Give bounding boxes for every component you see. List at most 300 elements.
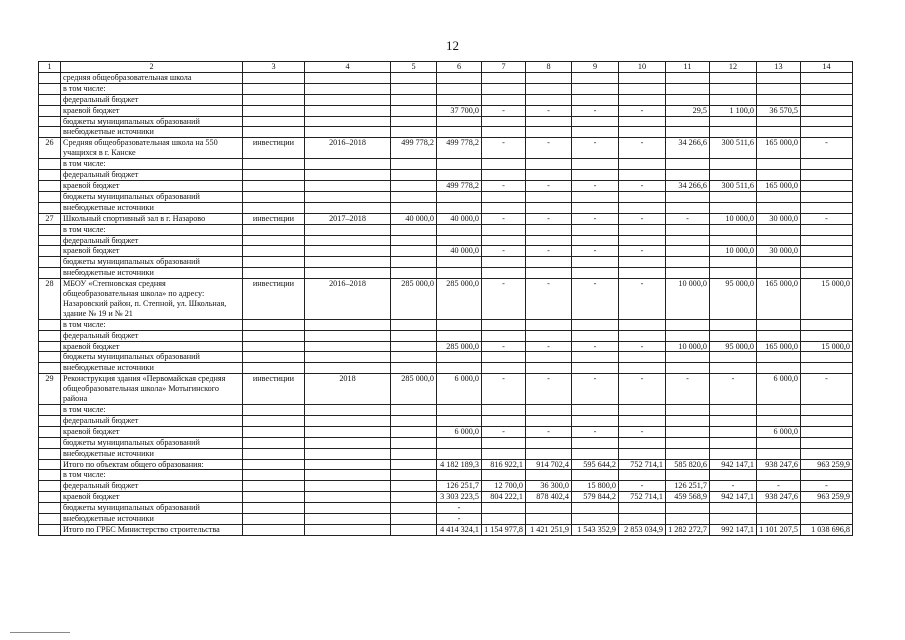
row-number: [39, 191, 61, 202]
amount-cell: -: [619, 481, 666, 492]
table-row: [39, 330, 853, 341]
column-number: 6: [437, 62, 482, 73]
amount-cell: [619, 363, 666, 374]
amount-cell: 10 000,0: [666, 279, 710, 320]
period: [305, 524, 391, 535]
amount-cell: [710, 405, 757, 416]
footer-rule: [10, 632, 70, 633]
column-number: 11: [666, 62, 710, 73]
amount-cell: 126 251,7: [437, 481, 482, 492]
amount-cell: 29,5: [666, 105, 710, 116]
row-number: [39, 481, 61, 492]
table-row: [39, 159, 853, 170]
amount-cell: [619, 514, 666, 525]
amount-cell: [801, 319, 853, 330]
amount-cell: [391, 319, 437, 330]
row-number: [39, 83, 61, 94]
period: [305, 246, 391, 257]
period: [305, 224, 391, 235]
amount-cell: [619, 83, 666, 94]
item-name: краевой бюджет: [61, 180, 243, 191]
amount-cell: [572, 363, 619, 374]
amount-cell: [482, 94, 526, 105]
amount-cell: -: [619, 426, 666, 437]
amount-cell: 36 300,0: [526, 481, 572, 492]
item-name: в том числе:: [61, 83, 243, 94]
amount-cell: -: [572, 279, 619, 320]
row-number: [39, 268, 61, 279]
amount-cell: [572, 470, 619, 481]
amount-cell: [572, 127, 619, 138]
amount-cell: 300 511,6: [710, 138, 757, 159]
amount-cell: [710, 426, 757, 437]
row-number: [39, 524, 61, 535]
amount-cell: [526, 191, 572, 202]
row-number: [39, 492, 61, 503]
row-number: [39, 330, 61, 341]
amount-cell: [801, 330, 853, 341]
amount-cell: [757, 83, 801, 94]
cost-type: [243, 415, 305, 426]
amount-cell: 499 778,2: [437, 180, 482, 191]
object-row: [39, 279, 853, 320]
amount-cell: 37 700,0: [437, 105, 482, 116]
amount-cell: [710, 470, 757, 481]
amount-cell: -: [482, 213, 526, 224]
period: [305, 235, 391, 246]
amount-cell: [391, 524, 437, 535]
table-row: [39, 94, 853, 105]
amount-cell: [757, 352, 801, 363]
table-row: [39, 224, 853, 235]
amount-cell: [391, 127, 437, 138]
row-number: [39, 224, 61, 235]
amount-cell: 752 714,1: [619, 492, 666, 503]
amount-cell: [801, 352, 853, 363]
amount-cell: [801, 180, 853, 191]
amount-cell: [437, 235, 482, 246]
item-name: Итого по ГРБС Министерство строительства: [61, 524, 243, 535]
amount-cell: 499 778,2: [391, 138, 437, 159]
item-name: в том числе:: [61, 159, 243, 170]
table-row: [39, 363, 853, 374]
period: [305, 459, 391, 470]
item-name: внебюджетные источники: [61, 202, 243, 213]
cost-type: [243, 224, 305, 235]
amount-cell: [391, 257, 437, 268]
row-number: [39, 459, 61, 470]
object-row: [39, 138, 853, 159]
item-name: внебюджетные источники: [61, 127, 243, 138]
amount-cell: [391, 503, 437, 514]
row-number: 27: [39, 213, 61, 224]
amount-cell: [710, 415, 757, 426]
item-name: внебюджетные источники: [61, 448, 243, 459]
row-number: [39, 341, 61, 352]
amount-cell: [482, 202, 526, 213]
amount-cell: 165 000,0: [757, 341, 801, 352]
item-name: бюджеты муниципальных образований: [61, 257, 243, 268]
amount-cell: [619, 224, 666, 235]
amount-cell: [391, 246, 437, 257]
amount-cell: [619, 437, 666, 448]
amount-cell: [391, 235, 437, 246]
amount-cell: 938 247,6: [757, 492, 801, 503]
amount-cell: [757, 191, 801, 202]
item-name: краевой бюджет: [61, 492, 243, 503]
amount-cell: -: [482, 279, 526, 320]
amount-cell: [801, 105, 853, 116]
amount-cell: [619, 116, 666, 127]
amount-cell: [619, 448, 666, 459]
amount-cell: [619, 72, 666, 83]
table-row: [39, 202, 853, 213]
row-number: [39, 448, 61, 459]
amount-cell: -: [482, 246, 526, 257]
amount-cell: 40 000,0: [437, 213, 482, 224]
amount-cell: [482, 72, 526, 83]
amount-cell: [526, 202, 572, 213]
cost-type: [243, 363, 305, 374]
amount-cell: [391, 415, 437, 426]
amount-cell: [482, 116, 526, 127]
cost-type: [243, 437, 305, 448]
amount-cell: [710, 319, 757, 330]
amount-cell: [619, 127, 666, 138]
cost-type: [243, 116, 305, 127]
column-number: 5: [391, 62, 437, 73]
amount-cell: [801, 470, 853, 481]
amount-cell: -: [526, 138, 572, 159]
amount-cell: 1 100,0: [710, 105, 757, 116]
column-number: 7: [482, 62, 526, 73]
row-number: 26: [39, 138, 61, 159]
table-row: [39, 437, 853, 448]
table-row: [39, 415, 853, 426]
period: [305, 448, 391, 459]
amount-cell: -: [710, 481, 757, 492]
amount-cell: 285 000,0: [391, 279, 437, 320]
amount-cell: [437, 405, 482, 416]
amount-cell: [666, 448, 710, 459]
amount-cell: [482, 191, 526, 202]
amount-cell: -: [526, 374, 572, 405]
amount-cell: [801, 437, 853, 448]
column-number: 8: [526, 62, 572, 73]
table-row: [39, 448, 853, 459]
period: [305, 180, 391, 191]
item-name: внебюджетные источники: [61, 514, 243, 525]
amount-cell: [391, 514, 437, 525]
amount-cell: [710, 83, 757, 94]
amount-cell: [666, 235, 710, 246]
cost-type: [243, 83, 305, 94]
column-number: 3: [243, 62, 305, 73]
amount-cell: [666, 503, 710, 514]
cost-type: [243, 470, 305, 481]
amount-cell: [619, 191, 666, 202]
amount-cell: 30 000,0: [757, 246, 801, 257]
amount-cell: [666, 415, 710, 426]
amount-cell: 938 247,6: [757, 459, 801, 470]
amount-cell: [710, 330, 757, 341]
period: [305, 127, 391, 138]
table-row: [39, 257, 853, 268]
amount-cell: [391, 94, 437, 105]
amount-cell: -: [482, 374, 526, 405]
amount-cell: 34 266,6: [666, 138, 710, 159]
row-number: [39, 437, 61, 448]
amount-cell: [482, 363, 526, 374]
amount-cell: [391, 202, 437, 213]
amount-cell: [757, 235, 801, 246]
cost-type: [243, 94, 305, 105]
period: [305, 514, 391, 525]
amount-cell: [572, 514, 619, 525]
amount-cell: [391, 363, 437, 374]
table-row: [39, 191, 853, 202]
row-number: [39, 105, 61, 116]
amount-cell: [572, 330, 619, 341]
amount-cell: [710, 503, 757, 514]
amount-cell: [710, 257, 757, 268]
amount-cell: [437, 170, 482, 181]
amount-cell: [757, 470, 801, 481]
cost-type: [243, 341, 305, 352]
amount-cell: [526, 94, 572, 105]
amount-cell: 95 000,0: [710, 279, 757, 320]
amount-cell: [710, 94, 757, 105]
amount-cell: -: [572, 213, 619, 224]
amount-cell: [391, 470, 437, 481]
cost-type: [243, 426, 305, 437]
row-number: [39, 503, 61, 514]
column-number: 10: [619, 62, 666, 73]
amount-cell: [757, 94, 801, 105]
amount-cell: [710, 127, 757, 138]
item-name: Итого по объектам общего образования:: [61, 459, 243, 470]
cost-type: [243, 235, 305, 246]
amount-cell: [757, 330, 801, 341]
period: [305, 202, 391, 213]
amount-cell: [710, 437, 757, 448]
amount-cell: -: [572, 180, 619, 191]
amount-cell: [526, 319, 572, 330]
amount-cell: -: [437, 503, 482, 514]
amount-cell: -: [666, 374, 710, 405]
amount-cell: [801, 202, 853, 213]
amount-cell: [666, 127, 710, 138]
amount-cell: 4 414 324,1: [437, 524, 482, 535]
item-name: краевой бюджет: [61, 426, 243, 437]
amount-cell: [710, 224, 757, 235]
amount-cell: [619, 470, 666, 481]
amount-cell: 585 820,6: [666, 459, 710, 470]
table-row: [39, 405, 853, 416]
row-number: [39, 257, 61, 268]
amount-cell: [757, 116, 801, 127]
amount-cell: [482, 448, 526, 459]
item-name: Средняя общеобразовательная школа на 550 учащихся в г. Канске: [61, 138, 243, 159]
amount-cell: [572, 503, 619, 514]
amount-cell: -: [619, 105, 666, 116]
amount-cell: [757, 363, 801, 374]
amount-cell: [526, 352, 572, 363]
amount-cell: [482, 319, 526, 330]
amount-cell: [437, 257, 482, 268]
table-row: [39, 170, 853, 181]
amount-cell: -: [437, 514, 482, 525]
amount-cell: [391, 426, 437, 437]
table-row: [39, 319, 853, 330]
amount-cell: [437, 470, 482, 481]
amount-cell: [666, 426, 710, 437]
amount-cell: [710, 352, 757, 363]
amount-cell: [801, 127, 853, 138]
amount-cell: [710, 170, 757, 181]
row-number: 29: [39, 374, 61, 405]
amount-cell: -: [572, 105, 619, 116]
amount-cell: 804 222,1: [482, 492, 526, 503]
row-number: [39, 159, 61, 170]
amount-cell: 942 147,1: [710, 492, 757, 503]
row-number: [39, 116, 61, 127]
amount-cell: [526, 405, 572, 416]
cost-type: инвестиции: [243, 279, 305, 320]
amount-cell: -: [482, 138, 526, 159]
amount-cell: [437, 330, 482, 341]
amount-cell: [482, 224, 526, 235]
amount-cell: [526, 127, 572, 138]
amount-cell: 34 266,6: [666, 180, 710, 191]
cost-type: [243, 352, 305, 363]
amount-cell: [619, 268, 666, 279]
amount-cell: [482, 159, 526, 170]
amount-cell: [710, 268, 757, 279]
amount-cell: [619, 257, 666, 268]
amount-cell: [391, 191, 437, 202]
period: [305, 116, 391, 127]
amount-cell: [801, 116, 853, 127]
amount-cell: [437, 415, 482, 426]
amount-cell: 942 147,1: [710, 459, 757, 470]
amount-cell: 752 714,1: [619, 459, 666, 470]
amount-cell: 285 000,0: [437, 279, 482, 320]
item-name: федеральный бюджет: [61, 170, 243, 181]
amount-cell: 36 570,5: [757, 105, 801, 116]
amount-cell: [801, 405, 853, 416]
amount-cell: [757, 202, 801, 213]
amount-cell: -: [801, 374, 853, 405]
amount-cell: [572, 319, 619, 330]
amount-cell: 165 000,0: [757, 180, 801, 191]
amount-cell: [666, 437, 710, 448]
amount-cell: -: [572, 426, 619, 437]
amount-cell: [437, 127, 482, 138]
table-row: [39, 235, 853, 246]
amount-cell: [710, 202, 757, 213]
amount-cell: [619, 503, 666, 514]
amount-cell: [391, 268, 437, 279]
cost-type: [243, 405, 305, 416]
item-name: краевой бюджет: [61, 105, 243, 116]
cost-type: [243, 448, 305, 459]
table-row: [39, 503, 853, 514]
amount-cell: [391, 405, 437, 416]
amount-cell: [757, 224, 801, 235]
item-name: краевой бюджет: [61, 246, 243, 257]
amount-cell: [526, 330, 572, 341]
amount-cell: [619, 170, 666, 181]
amount-cell: [482, 437, 526, 448]
amount-cell: 1 543 352,9: [572, 524, 619, 535]
table-row: [39, 352, 853, 363]
amount-cell: [801, 191, 853, 202]
amount-cell: [572, 415, 619, 426]
amount-cell: [526, 235, 572, 246]
amount-cell: 963 259,9: [801, 492, 853, 503]
cost-type: инвестиции: [243, 138, 305, 159]
amount-cell: 285 000,0: [391, 374, 437, 405]
amount-cell: 165 000,0: [757, 279, 801, 320]
amount-cell: -: [572, 341, 619, 352]
period: 2016–2018: [305, 138, 391, 159]
amount-cell: -: [619, 213, 666, 224]
amount-cell: -: [757, 481, 801, 492]
amount-cell: -: [619, 180, 666, 191]
amount-cell: -: [619, 279, 666, 320]
period: [305, 170, 391, 181]
page-number: 12: [446, 38, 459, 53]
object-row: [39, 213, 853, 224]
amount-cell: [801, 235, 853, 246]
amount-cell: [437, 448, 482, 459]
amount-cell: [666, 363, 710, 374]
table-row: [39, 127, 853, 138]
amount-cell: [482, 405, 526, 416]
row-number: [39, 415, 61, 426]
table-row: [39, 105, 853, 116]
period: [305, 405, 391, 416]
amount-cell: [526, 116, 572, 127]
amount-cell: [757, 319, 801, 330]
cost-type: [243, 459, 305, 470]
period: [305, 426, 391, 437]
amount-cell: [482, 514, 526, 525]
amount-cell: [391, 105, 437, 116]
amount-cell: [666, 202, 710, 213]
period: [305, 72, 391, 83]
amount-cell: -: [572, 374, 619, 405]
row-number: [39, 170, 61, 181]
row-number: [39, 202, 61, 213]
item-name: бюджеты муниципальных образований: [61, 116, 243, 127]
table-row: [39, 459, 853, 470]
amount-cell: [666, 257, 710, 268]
table-row: [39, 180, 853, 191]
column-number: 2: [61, 62, 243, 73]
amount-cell: [572, 405, 619, 416]
amount-cell: [710, 448, 757, 459]
amount-cell: 595 644,2: [572, 459, 619, 470]
table-row: [39, 341, 853, 352]
amount-cell: -: [710, 374, 757, 405]
period: [305, 352, 391, 363]
row-number: [39, 127, 61, 138]
amount-cell: [391, 159, 437, 170]
amount-cell: [666, 94, 710, 105]
amount-cell: [391, 492, 437, 503]
